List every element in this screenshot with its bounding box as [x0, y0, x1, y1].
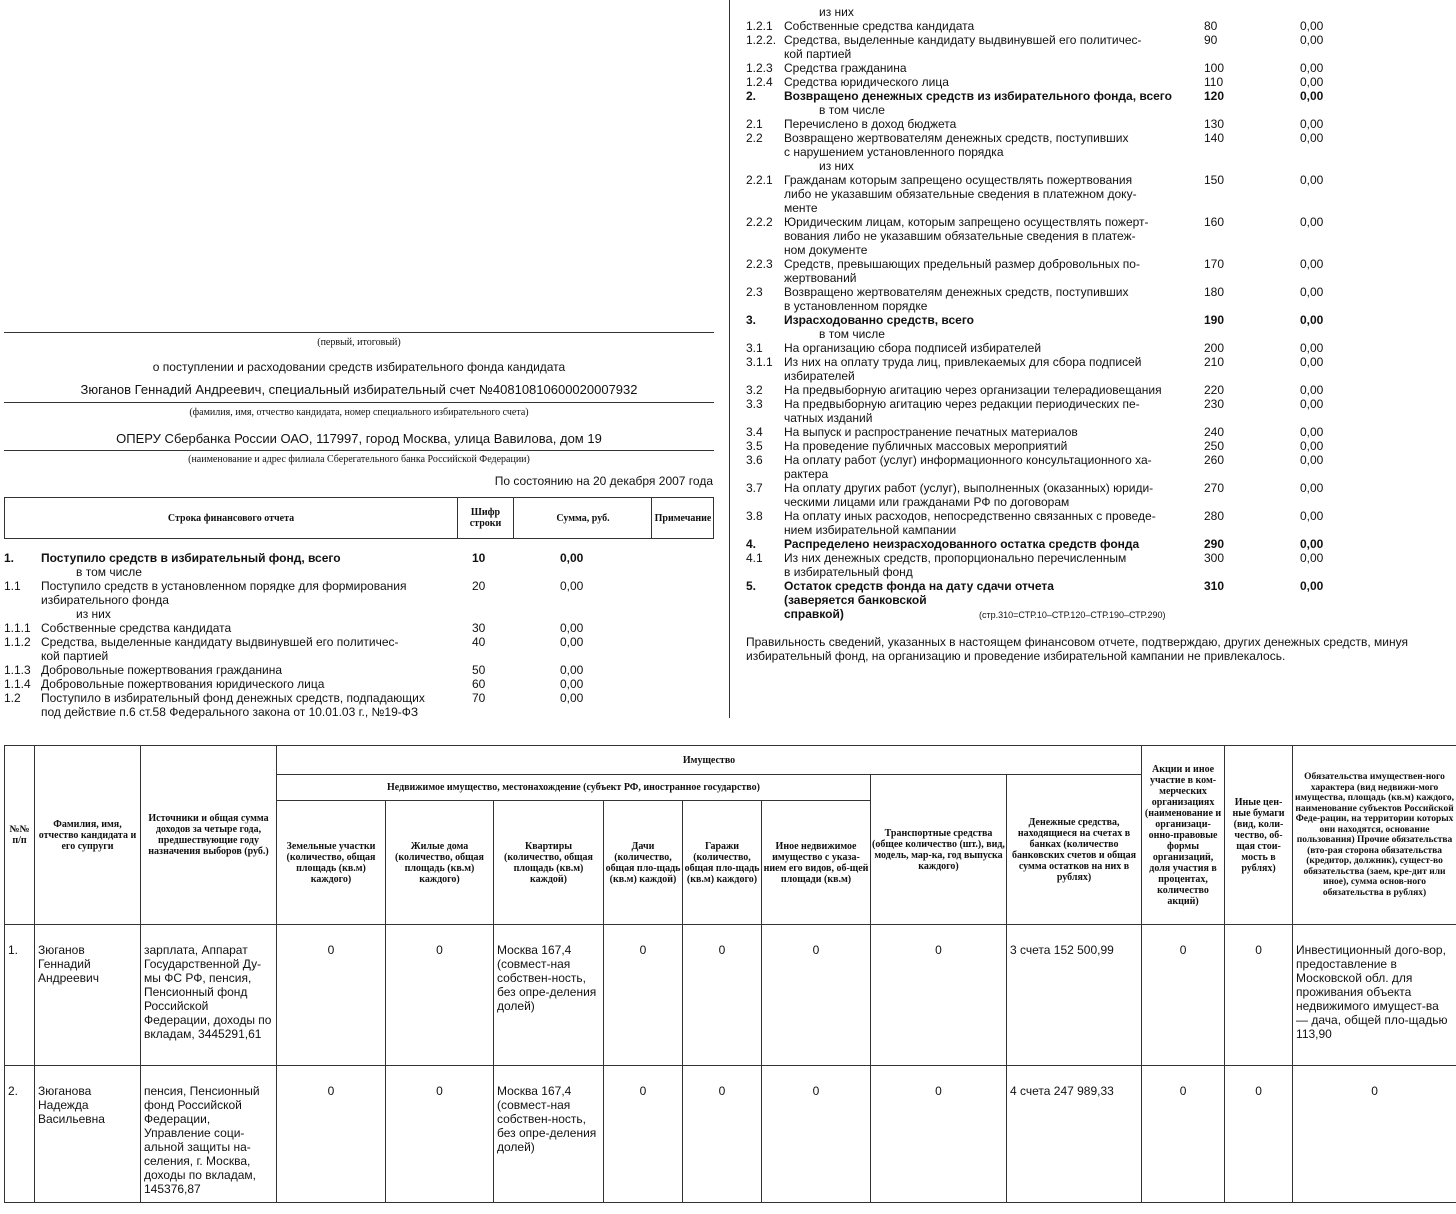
cell-obligations: 0	[1293, 1066, 1456, 1203]
row-number: 3.	[746, 313, 757, 327]
report-row	[746, 453, 1346, 481]
row-text: Из них денежных средств, пропорционально перечисленным	[784, 551, 1127, 565]
th-realty: Недвижимое имущество, местонахождение (субъект РФ, иностранное государство)	[277, 775, 871, 801]
cell-houses: 0	[386, 925, 494, 1066]
row-text: Средства юридического лица	[784, 75, 949, 89]
row-sum: 0,00	[1300, 257, 1324, 271]
th-flats: Квартиры (количество, общая площадь (кв.м) каждой)	[494, 801, 604, 925]
row-sum: 0,00	[1300, 33, 1324, 47]
row-text: Собственные средства кандидата	[41, 621, 232, 635]
report-row	[746, 19, 1346, 33]
report-row	[746, 551, 1346, 579]
cell-houses: 0	[386, 1066, 494, 1203]
row-number: 4.1	[746, 551, 763, 565]
row-sum: 0,00	[560, 621, 584, 635]
row-text: (заверяется банковской	[784, 593, 927, 607]
col-sum: Сумма, руб.	[513, 498, 652, 538]
row-sum: 0,00	[1300, 215, 1324, 229]
row-text: под действие п.6 ст.58 Федерального закона от 10.01.03 г., №19-ФЗ	[41, 705, 419, 719]
cell-garages: 0	[683, 925, 762, 1066]
cell-dachas: 0	[604, 925, 683, 1066]
row-text: Добровольные пожертвования гражданина	[41, 663, 283, 677]
row-code: 170	[1204, 257, 1225, 271]
row-sum: 0,00	[1300, 341, 1324, 355]
report-row	[4, 565, 604, 579]
row-code: 140	[1204, 131, 1225, 145]
row-text: из них	[819, 5, 854, 19]
report-row	[746, 481, 1346, 509]
property-table	[4, 745, 1456, 1203]
row-text: Возвращено жертвователям денежных средств, поступивших	[784, 131, 1129, 145]
cell-num: 2.	[5, 1066, 35, 1203]
row-text: Поступило средств в избирательный фонд, всего	[41, 551, 341, 565]
row-number: 2.	[746, 89, 757, 103]
report-row	[746, 579, 1346, 621]
row-sum: 0,00	[1300, 117, 1324, 131]
row-number: 1.1.3	[4, 663, 31, 677]
row-code: 180	[1204, 285, 1225, 299]
row-sum: 0,00	[560, 677, 584, 691]
report-row	[746, 131, 1346, 159]
row-number: 1.	[4, 551, 15, 565]
row-number: 3.1	[746, 341, 763, 355]
row-sum: 0,00	[560, 691, 584, 705]
th-income: Источники и общая сумма доходов за четыре года, предшествующие году назначения выборов (руб.)	[141, 746, 277, 925]
row-number: 1.1.1	[4, 621, 31, 635]
row-sum: 0,00	[1300, 131, 1324, 145]
note-line: Правильность сведений, указанных в настоящем финансовом отчете, подтверждаю, других денежных средств, минуя	[746, 635, 1408, 649]
report-row	[746, 383, 1346, 397]
row-number: 1.1.4	[4, 677, 31, 691]
report-row	[746, 215, 1346, 257]
row-text: На оплату работ (услуг) информационного консультационного ха-	[784, 453, 1152, 467]
cell-flats: Москва 167,4 (совмест-ная собствен-ность, без опре-деления долей)	[494, 925, 604, 1066]
row-text: справкой)	[784, 607, 844, 621]
th-dachas: Дачи (количество, общая пло-щадь (кв.м) каждой)	[604, 801, 683, 925]
th-other-realty: Иное недвижимое имущество с указа-нием его видов, об-щей площади (кв.м)	[762, 801, 871, 925]
report-row	[4, 579, 604, 607]
row-sum: 0,00	[1300, 61, 1324, 75]
th-land: Земельные участки (количество, общая площадь (кв.м) каждого)	[277, 801, 386, 925]
column-divider	[729, 0, 730, 718]
cell-other-realty: 0	[762, 1066, 871, 1203]
report-row	[746, 341, 1346, 355]
row-text: с нарушением установленного порядка	[784, 145, 1004, 159]
row-number: 1.1.2	[4, 635, 31, 649]
th-shares: Акции и иное участие в ком-мерческих организациях (наименование и организаци-онно-правовые формы организаций, доля участия в процентах, количество акций)	[1142, 746, 1225, 925]
row-code: 110	[1204, 75, 1224, 89]
row-text: На предвыборную агитацию через редакции периодических пе-	[784, 397, 1140, 411]
row-text: в избирательный фонд	[784, 565, 913, 579]
row-sum: 0,00	[1300, 75, 1324, 89]
th-garages: Гаражи (количество, общая пло-щадь (кв.м) каждого)	[683, 801, 762, 925]
cell-land: 0	[277, 925, 386, 1066]
row-code: 260	[1204, 453, 1225, 467]
row-text: кой партией	[784, 47, 852, 61]
row-code: 250	[1204, 439, 1225, 453]
row-sum: 0,00	[1300, 579, 1324, 593]
report-row	[746, 425, 1346, 439]
report-row	[746, 33, 1346, 61]
cell-land: 0	[277, 1066, 386, 1203]
report-row	[746, 159, 1346, 173]
row-text: в том числе	[819, 327, 885, 341]
row-number: 1.2.4	[746, 75, 773, 89]
report-row	[746, 117, 1346, 131]
row-number: 1.1	[4, 579, 21, 593]
row-number: 2.2.3	[746, 257, 773, 271]
report-row	[4, 677, 604, 691]
bank-name: ОПЕРУ Сбербанка России ОАО, 117997, город Москва, улица Вавилова, дом 19	[116, 431, 602, 446]
th-obligations: Обязательства имуществен-ного характера (вид недвижи-мого имущества, площадь (кв.м) каждого, наименование субъектов Российской Феде-рации, на территории которых они находятся, основание пользования) Прочие обязательства (вто-рая сторона обязательства (кредитор, должник), сущест-во обязательства (заем, кре-дит или иное), сумма основ-ного обязательства в рублях)	[1293, 746, 1456, 925]
row-text: в том числе	[76, 565, 142, 579]
row-text: Юридическим лицам, которым запрещено осуществлять пожерт-	[784, 215, 1149, 229]
report-row	[4, 551, 604, 565]
row-text: Гражданам которым запрещено осуществлять пожертвования	[784, 173, 1133, 187]
row-number: 3.2	[746, 383, 763, 397]
row-text: Средства, выделенные кандидату выдвинувшей его политичес-	[784, 33, 1142, 47]
row-text: На выпуск и распространение печатных материалов	[784, 425, 1078, 439]
row-code: 290	[1204, 537, 1225, 551]
row-text: На оплату иных расходов, непосредственно связанных с проведе-	[784, 509, 1156, 523]
row-number: 1.2.3	[746, 61, 773, 75]
row-number: 1.2	[4, 691, 21, 705]
cell-obligations: Инвестиционный дого-вор, предоставление в Московской обл. для проживания объекта недвижимого имущест-ва — дача, общей пло-щадью 113,90	[1293, 925, 1456, 1066]
row-formula: (стр.310=СТР.10–СТР.120–СТР.190–СТР.290)	[979, 610, 1166, 620]
row-code: 240	[1204, 425, 1225, 439]
row-text: Возвращено денежных средств из избирательного фонда, всего	[784, 89, 1172, 103]
report-row	[4, 691, 604, 719]
row-text: менте	[784, 201, 818, 215]
row-text: в том числе	[819, 103, 885, 117]
row-text: На оплату других работ (услуг), выполненных (оказанных) юриди-	[784, 481, 1154, 495]
row-sum: 0,00	[1300, 439, 1324, 453]
row-text: либо не указавшим обязательные сведения в платежном доку-	[784, 187, 1137, 201]
cell-shares: 0	[1142, 925, 1225, 1066]
row-sum: 0,00	[1300, 89, 1324, 103]
candidate-caption: (фамилия, имя, отчество кандидата, номер специального избирательного счета)	[189, 407, 529, 418]
row-code: 200	[1204, 341, 1225, 355]
row-text: чатных изданий	[784, 411, 873, 425]
report-row	[746, 5, 1346, 19]
report-subtitle: о поступлении и расходовании средств избирательного фонда кандидата	[152, 360, 566, 374]
row-sum: 0,00	[1300, 285, 1324, 299]
cell-name: Зюганова Надежда Васильевна	[35, 1066, 141, 1203]
table-row	[5, 925, 1456, 1066]
header-rule	[4, 450, 714, 451]
row-code: 270	[1204, 481, 1225, 495]
row-sum: 0,00	[1300, 383, 1324, 397]
row-sum: 0,00	[1300, 537, 1324, 551]
row-code: 220	[1204, 383, 1225, 397]
col-row: Строка финансового отчета	[167, 512, 295, 524]
report-row	[746, 313, 1346, 327]
bank-caption: (наименование и адрес филиала Сберегательного банка Российской Федерации)	[188, 454, 530, 465]
row-text: Израсходованно средств, всего	[784, 313, 974, 327]
cell-name: Зюганов Геннадий Андреевич	[35, 925, 141, 1066]
cell-transport: 0	[871, 1066, 1007, 1203]
row-text: Собственные средства кандидата	[784, 19, 975, 33]
cell-income: пенсия, Пенсионный фонд Российской Федерации, Управление соци-альной защиты на-селения, г. Москва, доходы по вкладам, 145376,87	[141, 1066, 277, 1203]
cell-flats: Москва 167,4 (совмест-ная собствен-ность, без опре-деления долей)	[494, 1066, 604, 1203]
row-text: Из них на оплату труда лиц, привлекаемых для сбора подписей	[784, 355, 1142, 369]
row-number: 2.1	[746, 117, 763, 131]
row-text: Перечислено в доход бюджета	[784, 117, 957, 131]
row-sum: 0,00	[560, 579, 584, 593]
row-text: из них	[76, 607, 111, 621]
note-line: избирательный фонд, на организацию и проведение избирательной кампании не привлекалось.	[746, 649, 1286, 663]
row-sum: 0,00	[1300, 19, 1324, 33]
report-row	[746, 509, 1346, 537]
report-row	[746, 439, 1346, 453]
cell-money: 3 счета 152 500,99	[1007, 925, 1142, 1066]
th-transport: Транспортные средства (общее количество (шт.), вид, модель, мар-ка, год выпуска каждого)	[871, 775, 1007, 925]
row-sum: 0,00	[1300, 551, 1324, 565]
row-code: 100	[1204, 61, 1225, 75]
row-sum: 0,00	[560, 635, 584, 649]
row-text: вования либо не указавшим обязательные сведения в платеж-	[784, 229, 1136, 243]
row-number: 3.8	[746, 509, 763, 523]
th-num: №№ п/п	[5, 746, 35, 925]
row-text: избирательного фонда	[41, 593, 169, 607]
row-text: жертвований	[784, 271, 857, 285]
row-number: 1.2.2.	[746, 33, 777, 47]
row-text: На организацию сбора подписей избирателей	[784, 341, 1042, 355]
cell-num: 1.	[5, 925, 35, 1066]
row-number: 3.4	[746, 425, 763, 439]
row-number: 2.2.1	[746, 173, 773, 187]
report-row	[746, 397, 1346, 425]
row-code: 160	[1204, 215, 1225, 229]
report-row	[4, 621, 604, 635]
report-row	[4, 607, 604, 621]
report-row	[746, 327, 1346, 341]
col-code: Шифр строки	[457, 498, 513, 538]
row-sum: 0,00	[1300, 355, 1324, 369]
cell-shares: 0	[1142, 1066, 1225, 1203]
row-text: Поступило в избирательный фонд денежных средств, подпадающих	[41, 691, 425, 705]
row-code: 130	[1204, 117, 1225, 131]
row-number: 5.	[746, 579, 757, 593]
cell-securities: 0	[1225, 1066, 1293, 1203]
row-code: 280	[1204, 509, 1225, 523]
col-note: Примечание	[651, 498, 714, 538]
row-sum: 0,00	[1300, 481, 1324, 495]
row-text: Средства, выделенные кандидату выдвинувшей его политичес-	[41, 635, 399, 649]
row-code: 210	[1204, 355, 1225, 369]
th-securities: Иные цен-ные бумаги (вид, коли-чество, об-щая стои-мость в рублях)	[1225, 746, 1293, 925]
row-number: 3.5	[746, 439, 763, 453]
row-text: Распределено неизрасходованного остатка средств фонда	[784, 537, 1140, 551]
row-text: Средства гражданина	[784, 61, 907, 75]
row-text: На проведение публичных массовых мероприятий	[784, 439, 1068, 453]
th-name: Фамилия, имя, отчество кандидата и его супруги	[35, 746, 141, 925]
candidate-account: Зюганов Геннадий Андреевич, специальный избирательный счет №40810810600020007932	[80, 382, 638, 397]
th-money: Денежные средства, находящиеся на счетах в банках (количество банковских счетов и общая сумма остатков на них в рублях)	[1007, 775, 1142, 925]
row-text: в установленном порядке	[784, 299, 928, 313]
row-text: Поступило средств в установленном порядке для формирования	[41, 579, 407, 593]
certification-note	[746, 635, 1452, 663]
row-text: Возвращено жертвователям денежных средств, поступивших	[784, 285, 1129, 299]
row-number: 3.6	[746, 453, 763, 467]
report-row	[746, 75, 1346, 89]
row-code: 300	[1204, 551, 1225, 565]
row-text: нием избирательной кампании	[784, 523, 957, 537]
row-number: 3.1.1	[746, 355, 773, 369]
row-number: 2.2.2	[746, 215, 773, 229]
as-of-date: По состоянию на 20 декабря 2007 года	[494, 474, 713, 488]
cell-dachas: 0	[604, 1066, 683, 1203]
report-row	[746, 103, 1346, 117]
report-row	[746, 61, 1346, 75]
row-sum: 0,00	[560, 551, 584, 565]
row-text: Добровольные пожертвования юридического лица	[41, 677, 325, 691]
report-row	[746, 355, 1346, 383]
row-sum: 0,00	[1300, 453, 1324, 467]
row-sum: 0,00	[560, 663, 584, 677]
report-row	[746, 89, 1346, 103]
row-number: 2.3	[746, 285, 763, 299]
report-row	[746, 257, 1346, 285]
cell-income: зарплата, Аппарат Государственной Ду-мы ФС РФ, пенсия, Пенсионный фонд Российской Федерации, доходы по вкладам, 3445291,61	[141, 925, 277, 1066]
row-code: 80	[1204, 19, 1218, 33]
row-sum: 0,00	[1300, 397, 1324, 411]
row-text: Средств, превышающих предельный размер добровольных по-	[784, 257, 1140, 271]
row-text: рактера	[784, 467, 829, 481]
row-number: 3.3	[746, 397, 763, 411]
header-rule	[4, 332, 714, 333]
row-code: 150	[1204, 173, 1225, 187]
report-column-header	[4, 497, 714, 539]
row-code: 230	[1204, 397, 1225, 411]
row-number: 3.7	[746, 481, 763, 495]
report-kind: (первый, итоговый)	[317, 337, 401, 348]
row-sum: 0,00	[1300, 509, 1324, 523]
row-code: 90	[1204, 33, 1218, 47]
report-row	[4, 635, 604, 663]
th-houses: Жилые дома (количество, общая площадь (кв.м) каждого)	[386, 801, 494, 925]
row-number: 4.	[746, 537, 757, 551]
th-property: Имущество	[277, 746, 1142, 775]
row-text: из них	[819, 159, 854, 173]
row-code: 70	[472, 691, 486, 705]
row-code: 60	[472, 677, 486, 691]
header-rule	[4, 402, 714, 403]
row-code: 20	[472, 579, 486, 593]
row-text: ческими лицами или гражданами РФ по договорам	[784, 495, 1070, 509]
row-code: 190	[1204, 313, 1225, 327]
report-row	[4, 663, 604, 677]
report-row	[746, 173, 1346, 215]
row-text: избирателей	[784, 369, 855, 383]
row-code: 30	[472, 621, 486, 635]
table-row	[5, 1066, 1456, 1203]
cell-transport: 0	[871, 925, 1007, 1066]
row-number: 1.2.1	[746, 19, 773, 33]
row-code: 10	[472, 551, 486, 565]
row-number: 2.2	[746, 131, 763, 145]
cell-securities: 0	[1225, 925, 1293, 1066]
row-code: 310	[1204, 579, 1225, 593]
row-code: 50	[472, 663, 486, 677]
report-row	[746, 537, 1346, 551]
cell-money: 4 счета 247 989,33	[1007, 1066, 1142, 1203]
row-sum: 0,00	[1300, 425, 1324, 439]
cell-other-realty: 0	[762, 925, 871, 1066]
row-code: 40	[472, 635, 486, 649]
row-sum: 0,00	[1300, 173, 1324, 187]
row-text: На предвыборную агитацию через организации телерадиовещания	[784, 383, 1162, 397]
cell-garages: 0	[683, 1066, 762, 1203]
row-text: кой партией	[41, 649, 109, 663]
row-sum: 0,00	[1300, 313, 1324, 327]
row-text: ном документе	[784, 243, 868, 257]
row-code: 120	[1204, 89, 1225, 103]
row-text: Остаток средств фонда на дату сдачи отчета	[784, 579, 1054, 593]
report-row	[746, 285, 1346, 313]
